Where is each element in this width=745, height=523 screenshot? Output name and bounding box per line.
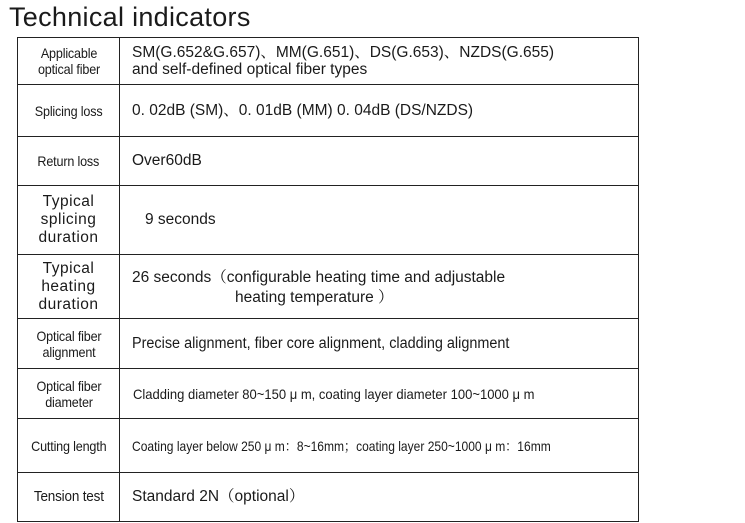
row-value: [120, 85, 639, 137]
row-label-text: Typical splicing duration: [38, 193, 99, 246]
row-value: [120, 186, 639, 255]
row-value-text: 0. 02dB (SM)、0. 01dB (MM) 0. 04dB (DS/NZDS): [132, 101, 474, 119]
table-row: [18, 255, 639, 319]
row-label-text: Return loss: [37, 153, 100, 169]
row-label: [18, 369, 120, 419]
row-value-text: Standard 2N（optional）: [132, 488, 305, 505]
table-row: [18, 38, 639, 85]
table-row: [18, 137, 639, 186]
row-value-text: 9 seconds: [145, 211, 216, 228]
spec-table: [17, 37, 639, 522]
row-label-text: Typical heating duration: [38, 259, 99, 313]
row-value: [120, 137, 639, 186]
row-value: [120, 419, 639, 473]
row-value-line: 26 seconds（configurable heating time and adjustable: [132, 268, 506, 286]
row-label-text: Splicing loss: [34, 102, 103, 119]
row-label: [18, 38, 120, 85]
page-title: Technical indicators: [9, 2, 251, 32]
row-value: [120, 369, 639, 419]
table-row: [18, 85, 639, 137]
row-label: [18, 419, 120, 473]
row-label: [18, 137, 120, 186]
row-value-line: and self-defined optical fiber types: [132, 61, 368, 78]
row-value: [120, 255, 639, 319]
row-value: [120, 319, 639, 369]
table-row: [18, 186, 639, 255]
row-label-text: Optical fiber diameter: [36, 377, 101, 410]
row-value-line: heating temperature ）: [235, 288, 394, 306]
row-value-text: Cladding diameter 80~150 μ m, coating layer diameter 100~1000 μ m: [133, 385, 535, 402]
row-value: [120, 473, 639, 522]
row-value-line: SM(G.652&G.657)、MM(G.651)、DS(G.653)、NZDS(G.655): [132, 44, 555, 61]
table-row: [18, 473, 639, 522]
row-value-text: Precise alignment, fiber core alignment, cladding alignment: [132, 334, 510, 352]
row-label-text: Tension test: [33, 488, 104, 505]
row-value-text: Coating layer below 250 μ m：8~16mm；coating layer 250~1000 μ m：16mm: [132, 437, 551, 454]
table-row: [18, 419, 639, 473]
row-value: [120, 38, 639, 85]
row-label: [18, 319, 120, 369]
row-label-text: Applicable optical fiber: [37, 45, 100, 77]
row-value-text: Over60dB: [132, 152, 202, 169]
row-label-text: Cutting length: [30, 437, 107, 454]
row-label-text: Optical fiber alignment: [36, 327, 101, 360]
row-label: [18, 255, 120, 319]
row-label: [18, 186, 120, 255]
table-row: [18, 319, 639, 369]
row-label: [18, 473, 120, 522]
row-label: [18, 85, 120, 137]
table-row: [18, 369, 639, 419]
